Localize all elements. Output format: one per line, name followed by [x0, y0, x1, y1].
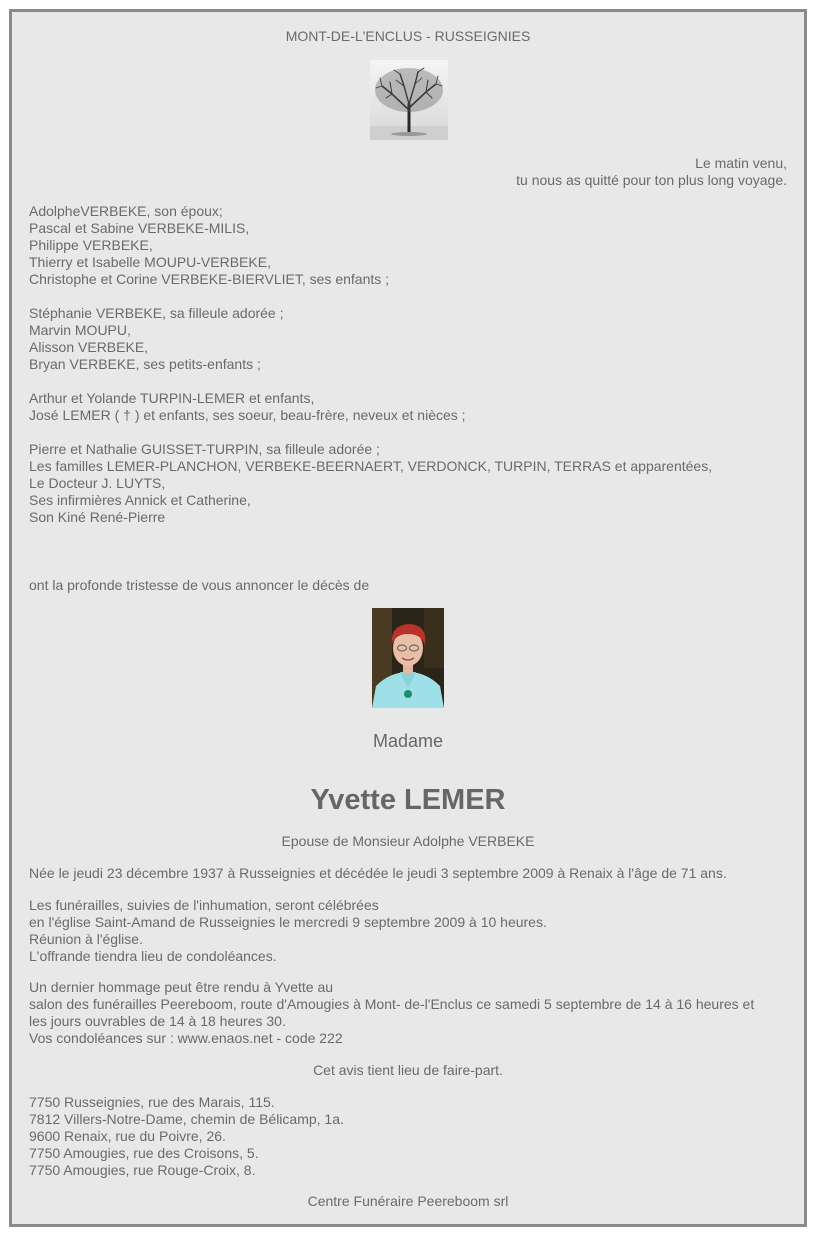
quote-line-2: tu nous as quitté pour ton plus long voyage.	[516, 172, 787, 188]
location-header: MONT-DE-L'ENCLUS - RUSSEIGNIES	[285, 28, 531, 44]
portrait-photo	[372, 608, 444, 708]
family-line: Son Kiné René-Pierre	[29, 509, 166, 525]
family-line: Arthur et Yolande TURPIN-LEMER et enfants,	[29, 390, 315, 406]
notice-line: Cet avis tient lieu de faire-part.	[313, 1062, 503, 1078]
family-line: José LEMER ( † ) et enfants, ses soeur, beau-frère, neveux et nièces ;	[29, 407, 466, 423]
family-line: Bryan VERBEKE, ses petits-enfants ;	[29, 356, 261, 372]
homage-line: Un dernier hommage peut être rendu à Yvette au	[29, 979, 334, 995]
announcement: ont la profonde tristesse de vous annoncer le décès de	[29, 577, 370, 593]
family-line: Alisson VERBEKE,	[29, 339, 149, 355]
homage-line: Vos condoléances sur : www.enaos.net - code 222	[29, 1030, 343, 1046]
funeral-details	[29, 897, 547, 965]
homage-line: salon des funérailles Peereboom, route d'Amougies à Mont- de-l'Enclus ce samedi 5 septembre de 14 à 16 heures et	[29, 996, 755, 1012]
obituary-card	[9, 9, 807, 1227]
address-line: 9600 Renaix, rue du Poivre, 26.	[29, 1128, 226, 1144]
homage-line: les jours ouvrables de 14 à 18 heures 30.	[29, 1013, 286, 1029]
address-list	[29, 1094, 344, 1179]
family-line: Christophe et Corine VERBEKE-BIERVLIET, ses enfants ;	[29, 271, 390, 287]
address-line: 7750 Amougies, rue des Croisons, 5.	[29, 1145, 259, 1161]
family-line: Philippe VERBEKE,	[29, 237, 153, 253]
deceased-name: Yvette LEMER	[310, 784, 506, 816]
family-group-3	[29, 390, 466, 424]
family-line: Ses infirmières Annick et Catherine,	[29, 492, 251, 508]
family-line: Les familles LEMER-PLANCHON, VERBEKE-BEERNAERT, VERDONCK, TURPIN, TERRAS et apparentées,	[29, 458, 713, 474]
family-line: AdolpheVERBEKE, son époux;	[29, 203, 223, 219]
funeral-line: en l'église Saint-Amand de Russeignies le mercredi 9 septembre 2009 à 10 heures.	[29, 914, 547, 930]
tree-image	[370, 60, 448, 140]
family-line: Thierry et Isabelle MOUPU-VERBEKE,	[29, 254, 271, 270]
family-line: Le Docteur J. LUYTS,	[29, 475, 166, 491]
family-group-1	[29, 203, 389, 288]
funeral-line: Les funérailles, suivies de l'inhumation, seront célébrées	[29, 897, 379, 913]
family-group-2	[29, 305, 284, 373]
spouse-line: Epouse de Monsieur Adolphe VERBEKE	[281, 833, 535, 849]
address-line: 7812 Villers-Notre-Dame, chemin de Bélicamp, 1a.	[29, 1111, 344, 1127]
family-line: Stéphanie VERBEKE, sa filleule adorée ;	[29, 305, 284, 321]
family-line: Pascal et Sabine VERBEKE-MILIS,	[29, 220, 250, 236]
funeral-line: Réunion à l'église.	[29, 931, 143, 947]
birth-death-line: Née le jeudi 23 décembre 1937 à Russeignies et décédée le jeudi 3 septembre 2009 à Renaix à l'âge de 71 ans.	[29, 865, 727, 881]
funeral-line: L'offrande tiendra lieu de condoléances.	[29, 948, 277, 964]
honorific: Madame	[372, 731, 444, 751]
family-line: Marvin MOUPU,	[29, 322, 131, 338]
family-group-4	[29, 441, 712, 526]
footer-company: Centre Funéraire Peereboom srl	[307, 1193, 509, 1209]
address-line: 7750 Amougies, rue Rouge-Croix, 8.	[29, 1162, 256, 1178]
quote-line-1: Le matin venu,	[695, 155, 787, 171]
family-line: Pierre et Nathalie GUISSET-TURPIN, sa filleule adorée ;	[29, 441, 380, 457]
address-line: 7750 Russeignies, rue des Marais, 115.	[29, 1094, 275, 1110]
homage-details	[29, 979, 754, 1047]
